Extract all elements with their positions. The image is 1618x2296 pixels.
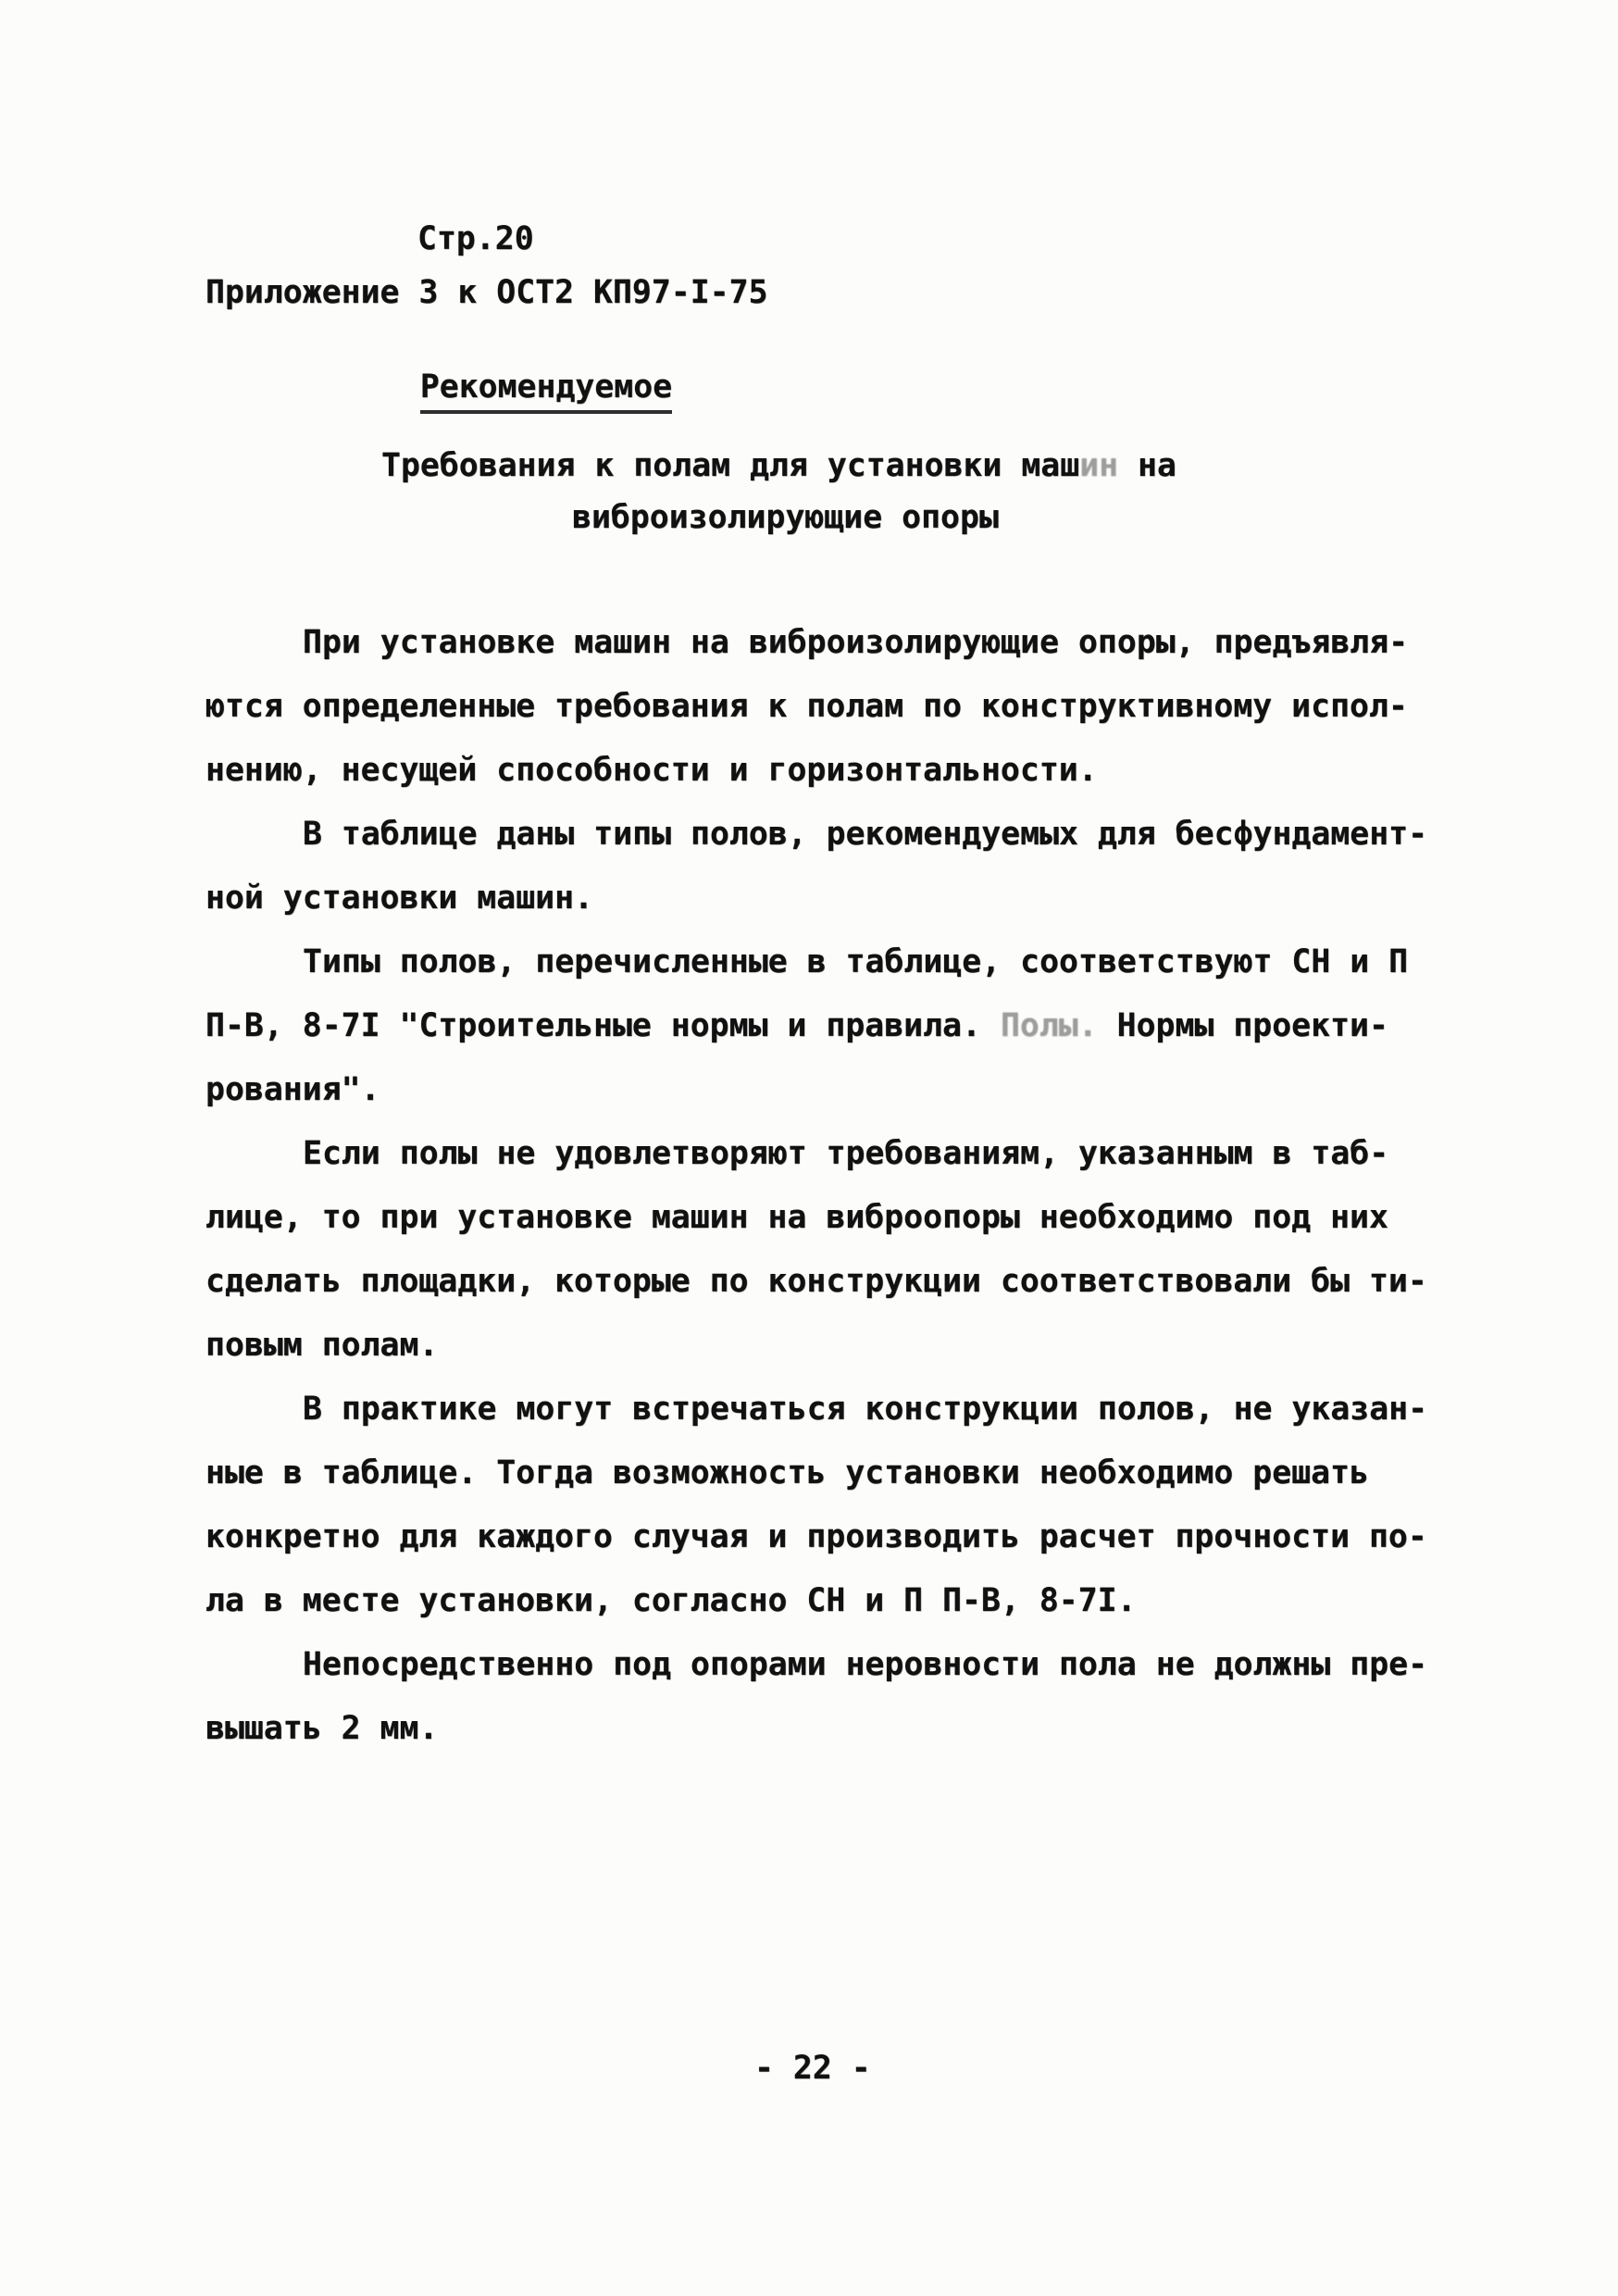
text-line: вышать 2 мм.	[205, 1710, 439, 1747]
document-title-line2: виброизолирующие опоры	[572, 499, 999, 536]
title-text-end: на	[1118, 447, 1176, 484]
text-line: Типы полов, перечисленные в таблице, соответствуют СН и П	[303, 943, 1409, 980]
footer-page-number: - 22 -	[754, 2050, 871, 2087]
text-line: конкретно для каждого случая и производить расчет прочности по-	[205, 1518, 1427, 1555]
text-line: Если полы не удовлетворяют требованиям, указанным в таб-	[303, 1135, 1389, 1172]
text-segment: П-В, 8-7I "Строительные нормы и правила.	[205, 1007, 1001, 1044]
text-segment-faded: Полы.	[1000, 1007, 1098, 1044]
text-line: ла в месте установки, согласно СН и П П-В, 8-7I.	[205, 1582, 1137, 1619]
title-text-faded: ин	[1079, 447, 1119, 484]
page-reference: Стр.20	[417, 220, 534, 257]
text-line: лице, то при установке машин на виброопоры необходимо под них	[205, 1199, 1388, 1236]
text-line: В таблице даны типы полов, рекомендуемых для бесфундамент-	[303, 816, 1428, 853]
text-line: сделать площадки, которые по конструкции соответствовали бы ти-	[205, 1263, 1427, 1300]
text-line: рования".	[205, 1071, 380, 1108]
status-line: Рекомендуемое	[420, 368, 672, 414]
text-line: нению, несущей способности и горизонтальности.	[205, 752, 1098, 789]
text-line: В практике могут встречаться конструкции полов, не указан-	[303, 1391, 1428, 1428]
text-segment: Нормы проекти-	[1097, 1007, 1388, 1044]
body-text	[205, 611, 1557, 1761]
text-line	[205, 994, 1557, 1058]
text-line: При установке машин на виброизолирующие опоры, предъявля-	[303, 624, 1409, 661]
text-line: ной установки машин.	[205, 880, 593, 917]
text-line: повым полам.	[205, 1327, 439, 1364]
text-line: ные в таблице. Тогда возможность установки необходимо решать	[205, 1454, 1369, 1491]
text-line: Непосредственно под опорами неровности пола не должны пре-	[303, 1646, 1428, 1683]
document-title-line1	[381, 447, 1176, 484]
status-line-wrap	[342, 331, 672, 451]
text-line: ются определенные требования к полам по конструктивному испол-	[205, 688, 1408, 725]
title-text: Требования к полам для установки маш	[381, 447, 1080, 484]
appendix-line: Приложение 3 к ОСТ2 КП97-I-75	[205, 274, 768, 311]
